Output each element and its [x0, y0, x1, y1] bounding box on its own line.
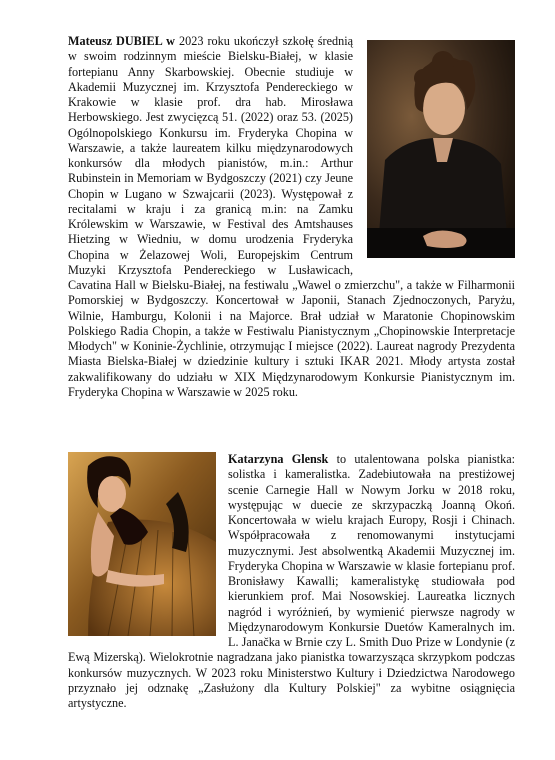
artist-name: Mateusz DUBIEL w	[68, 34, 175, 48]
portrait-pianist-female	[68, 452, 216, 636]
bio-mateusz-dubiel	[68, 34, 515, 400]
bio-katarzyna-glensk	[68, 452, 515, 711]
bio-text: to utalentowana polska pianistka: solistka i kameralistka. Zadebiutowała na prestiżowej scenie Carnegie Hall w Nowym Jorku w 2018 roku, występując w duecie ze skrzypaczką Joanną Okoń. Koncertowała w wielu krajach Europy, Rosji i Chinach. Współpracowała z renomowanymi instytucjami muzycznymi. Jest absolwentką Akademii Muzycznej im. Fryderyka Chopina w Warszawie w klasie fortepianu prof. Bronisławy Kawalli; kameralistykę studiowała pod kierunkiem prof. Mai Nosowskiej. Laureatka licznych nagród i wyróżnień, by wymienić pierwsze nagrody w Międzynarodowym Konkursie Duetów Kameralnych im. L. Janačka w Brnie czy L. Smith Duo Prize w Londynie (z Ewą Mizerską). Wielokrotnie nagradzana jako pianistka towarzysząca skrzypkom podczas konkursów muzycznych. W 2023 roku Ministerstwo Kultury i Dziedzictwa Narodowego przyznało jej odznakę „Zasłużony dla Kultury Polskiej" za wybitne osiągnięcia artystyczne.	[68, 452, 515, 710]
photo-mateusz-dubiel	[367, 40, 515, 258]
photo-katarzyna-glensk	[68, 452, 216, 636]
bio-text: 2023 roku ukończył szkołę średnią w swoim rodzinnym mieście Bielsku-Białej, w klasie fortepianu Anny Skarbowskiej. Obecnie studiuje w Akademii Muzycznej im. Krzysztofa Pendereckiego w Krakowie w klasie prof. dra hab. Mirosława Herbowskiego. Jest zwycięzcą 51. (2022) oraz 53. (2025) Ogólnopolskiego Konkursu im. Fryderyka Chopina w Warszawie, a także laureatem kilku międzynarodowych konkursów dla młodych pianistów, m.in.: Arthur Rubinstein in Memoriam w Bydgoszczy (2021) czy Jeune Chopin w Lugano w Szwajcarii (2023). Występował z recitalami w kraju i za granicą m.in: na Zamku Królewskim w Warszawie, w Festival des Amtshauses Hietzing w Wiedniu, w domu urodzenia Fryderyka Chopina w Żelazowej Woli, Europejskim Centrum Muzyki Krzysztofa Pendereckiego w Lusławicach, Cavatina Hall w Bielsku-Białej, na festiwalu „Wawel o zmierzchu", a także w Filharmonii Pomorskiej w Bydgoszczy. Koncertował w Japonii, Stanach Zjednoczonych, Paryżu, Wilnie, Hamburgu, Kolonii i na Majorce. Brał udział w Maratonie Chopinowskim Polskiego Radia Chopin, a także w Festiwalu Pianistycznym „Chopinowskie Interpretacje Młodych" w Koninie-Żychlinie, otrzymując I miejsce (2022). Laureat nagrody Prezydenta Miasta Bielska-Białej w dziedzinie kultury i sztuki IKAR 2021. Młody artysta został zakwalifikowany do udziału w XIX Międzynarodowym Konkursie Pianistycznym im. Fryderyka Chopina w Warszawie w 2025 roku.	[68, 34, 515, 399]
portrait-pianist-male	[367, 40, 515, 258]
artist-name: Katarzyna Glensk	[228, 452, 329, 466]
